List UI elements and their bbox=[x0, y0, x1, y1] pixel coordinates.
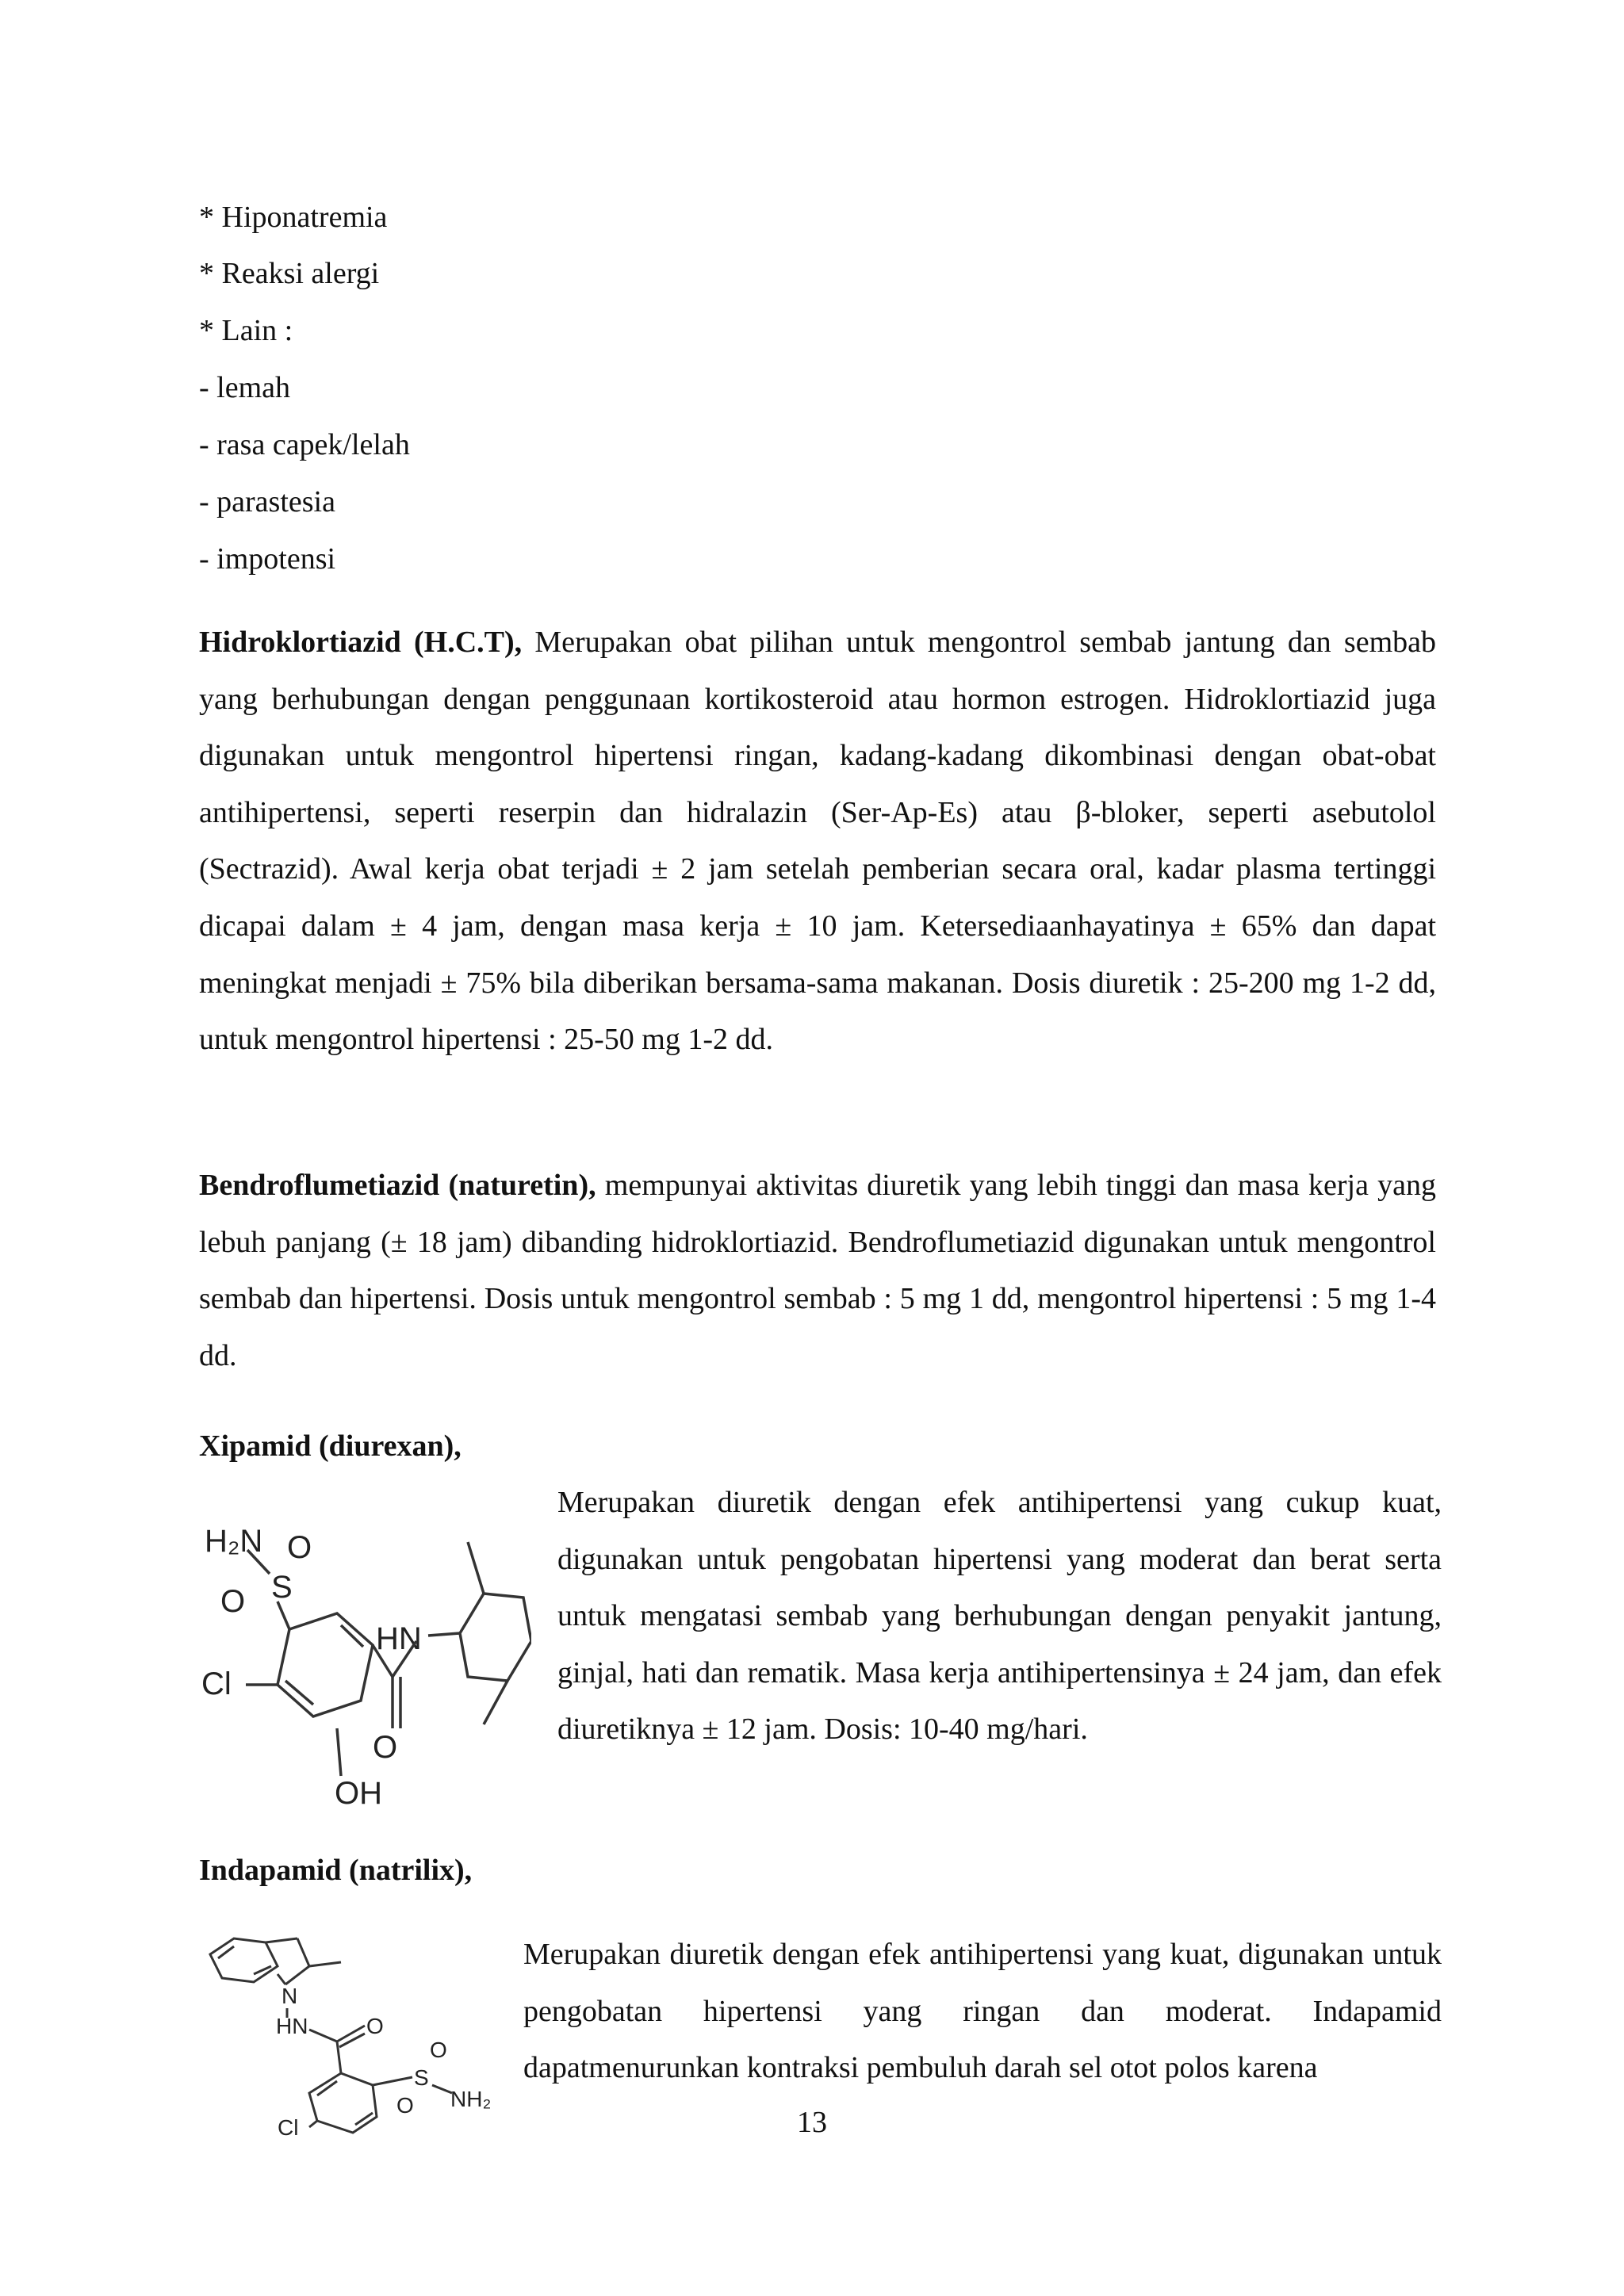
indapamid-label-nh2: NH₂ bbox=[450, 2087, 492, 2111]
xipamid-label-cl: Cl bbox=[201, 1667, 232, 1701]
xipamid-label-h2n: H₂N bbox=[205, 1524, 263, 1559]
xipamid-label-oh: OH bbox=[335, 1776, 382, 1811]
indapamid-heading: Indapamid (natrilix), bbox=[199, 1854, 473, 1887]
xipamid-label-s: S bbox=[271, 1570, 293, 1605]
list-item: - impotensi bbox=[199, 542, 336, 576]
xipamid-body: Merupakan diuretik dengan efek antihipertensi yang cukup kuat, digunakan untuk pengobatan hipertensi yang moderat dan berat serta untuk mengatasi sembab yang berhubungan dengan penyakit jantung, ginjal, hati dan rematik. Masa kerja antihipertensinya ± 24 jam, dan efek diuretiknya ± 12 jam. Dosis: 10-40 mg/hari. bbox=[557, 1486, 1442, 1747]
hct-paragraph bbox=[199, 614, 1436, 1069]
xipamid-label-o1: O bbox=[287, 1530, 312, 1565]
list-item: - lemah bbox=[199, 371, 291, 404]
bendro-term: Bendroflumetiazid (naturetin), bbox=[199, 1169, 596, 1202]
indapamid-label-o2: O bbox=[430, 2038, 447, 2062]
bendro-paragraph bbox=[199, 1158, 1436, 1384]
indapamid-label-o3: O bbox=[396, 2093, 414, 2118]
hct-body: Merupakan obat pilihan untuk mengontrol sembab jantung dan sembab yang berhubungan dengan penggunaan kortikosteroid atau hormon estrogen. Hidroklortiazid juga digunakan untuk mengontrol hipertensi ringan, kadang-kadang dikombinasi dengan obat-obat antihipertensi, seperti reserpin dan hidralazin (Ser-Ap-Es) atau β-bloker, seperti asebutolol (Sectrazid). Awal kerja obat terjadi ± 2 jam setelah pemberian secara oral, kadar plasma tertinggi dicapai dalam ± 4 jam, dengan masa kerja ± 10 jam. Ketersediaanhayatinya ± 65% dan dapat meningkat menjadi ± 75% bila diberikan bersama-sama makanan. Dosis diuretik : 25-200 mg 1-2 dd, untuk mengontrol hipertensi : 25-50 mg 1-2 dd. bbox=[199, 626, 1436, 1057]
indapamid-body: Merupakan diuretik dengan efek antihipertensi yang kuat, digunakan untuk pengobatan hipertensi yang ringan dan moderat. Indapamid dapatmenurunkan kontraksi pembuluh darah sel otot polos karena bbox=[523, 1938, 1442, 2085]
xipamid-heading: Xipamid (diurexan), bbox=[199, 1429, 462, 1463]
bendro-body: mempunyai aktivitas diuretik yang lebih tinggi dan masa kerja yang lebuh panjang (± 18 jam) dibanding hidroklortiazid. Bendroflumetiazid digunakan untuk mengontrol sembab dan hipertensi. Dosis untuk mengontrol sembab : 5 mg 1 dd, mengontrol hipertensi : 5 mg 1-4 dd. bbox=[199, 1169, 1437, 1372]
list-item: - rasa capek/lelah bbox=[199, 428, 410, 461]
indapamid-label-s: S bbox=[414, 2065, 429, 2090]
xipamid-label-hn: HN bbox=[376, 1621, 422, 1656]
hct-term: Hidroklortiazid (H.C.T), bbox=[199, 626, 523, 659]
xipamid-structure-image bbox=[198, 1510, 531, 1812]
indapamid-label-cl: Cl bbox=[278, 2115, 299, 2137]
indapamid-label-o1: O bbox=[366, 2014, 384, 2038]
list-item: * Lain : bbox=[199, 314, 293, 347]
xipamid-label-o3: O bbox=[373, 1730, 398, 1765]
list-item: * Reaksi alergi bbox=[199, 257, 380, 290]
page-number: 13 bbox=[797, 2106, 827, 2139]
indapamid-label-hn: HN bbox=[276, 2014, 308, 2038]
list-item: - parastesia bbox=[199, 485, 335, 519]
list-item: * Hiponatremia bbox=[199, 201, 388, 234]
xipamid-label-o2: O bbox=[220, 1584, 246, 1619]
indapamid-label-n: N bbox=[282, 1984, 298, 2008]
